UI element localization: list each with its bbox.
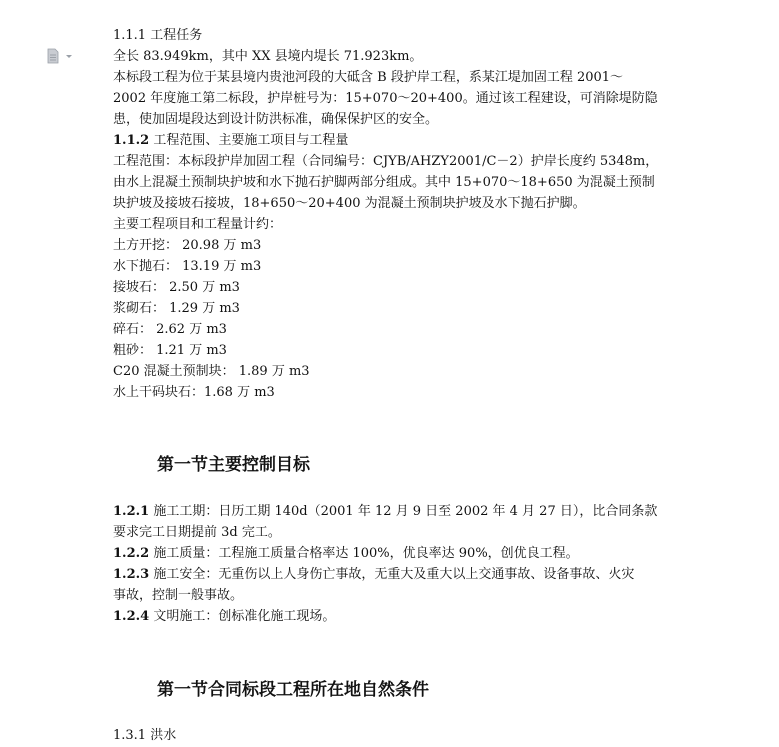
quantity-item: 水上干码块石：1.68 万 m3 xyxy=(113,385,275,400)
chapter-heading-control-goals: 第一节主要控制目标 xyxy=(157,455,310,475)
goal-number: 1.2.3 xyxy=(113,567,150,582)
quantity-item: C20 混凝土预制块： 1.89 万 m3 xyxy=(113,364,310,379)
chapter-heading-natural-conditions: 第一节合同标段工程所在地自然条件 xyxy=(157,680,429,700)
goal-item xyxy=(113,543,579,564)
paragraph-line: 工程范围：本标段护岸加固工程（合同编号：CJYB/AHZY2001/C－2）护岸长度约 5348m， xyxy=(113,154,659,169)
quantity-item: 碎石： 2.62 万 m3 xyxy=(113,322,227,337)
goal-text: 施工工期：日历工期 140d（2001 年 12 月 9 日至 2002 年 4 月 27 日），比合同条款 xyxy=(153,504,658,519)
goal-number: 1.2.2 xyxy=(113,546,150,561)
paragraph-line: 块护坡及接坡石接坡，18+650～20+400 为混凝土预制块护坡及水下抛石护脚。 xyxy=(113,196,586,211)
document-margin-icon[interactable] xyxy=(46,48,76,64)
section-1-3-1-heading xyxy=(113,725,176,746)
section-number: 1.1.1 xyxy=(113,28,147,43)
paragraph-line: 2002 年度施工第二标段，护岸桩号为：15+070～20+400。通过该工程建设，可消除堤防隐 xyxy=(113,91,658,106)
goal-number: 1.2.4 xyxy=(113,609,150,624)
section-title: 工程任务 xyxy=(150,28,203,43)
quantity-item: 浆砌石： 1.29 万 m3 xyxy=(113,301,240,316)
goal-item xyxy=(113,606,335,627)
goal-item xyxy=(113,564,634,585)
paragraph-line: 本标段工程为位于某县境内贵池河段的大砥含 B 段护岸工程，系某江堤加固工程 2001～ xyxy=(113,70,624,85)
goal-text: 施工质量：工程施工质量合格率达 100%，优良率达 90%，创优良工程。 xyxy=(153,546,579,561)
goal-text-continued: 事故，控制一般事故。 xyxy=(113,588,244,603)
quantity-item: 接坡石： 2.50 万 m3 xyxy=(113,280,240,295)
paragraph-line: 全长 83.949km，其中 XX 县境内堤长 71.923km。 xyxy=(113,49,423,64)
quantity-item: 粗砂： 1.21 万 m3 xyxy=(113,343,227,358)
section-title: 洪水 xyxy=(150,728,177,743)
section-number: 1.3.1 xyxy=(113,728,147,743)
section-number: 1.1.2 xyxy=(113,133,150,148)
quantity-item: 土方开挖： 20.98 万 m3 xyxy=(113,238,262,253)
goal-number: 1.2.1 xyxy=(113,504,150,519)
goal-text: 施工安全：无重伤以上人身伤亡事故，无重大及重大以上交通事故、设备事故、火灾 xyxy=(153,567,635,582)
goal-text: 文明施工：创标准化施工现场。 xyxy=(153,609,336,624)
quantity-item: 水下抛石： 13.19 万 m3 xyxy=(113,259,262,274)
section-title: 工程范围、主要施工项目与工程量 xyxy=(153,133,349,148)
paragraph-line: 由水上混凝土预制块护坡和水下抛石护脚两部分组成。其中 15+070～18+650 为混凝土预制 xyxy=(113,175,655,190)
section-1-1-2-heading xyxy=(113,130,348,151)
goal-item xyxy=(113,501,657,522)
paragraph-line: 主要工程项目和工程量计约： xyxy=(113,217,283,232)
paragraph-line: 患，使加固堤段达到设计防洪标准，确保保护区的安全。 xyxy=(113,112,439,127)
section-1-1-1-heading xyxy=(113,25,202,46)
goal-text-continued: 要求完工日期提前 3d 完工。 xyxy=(113,525,281,540)
